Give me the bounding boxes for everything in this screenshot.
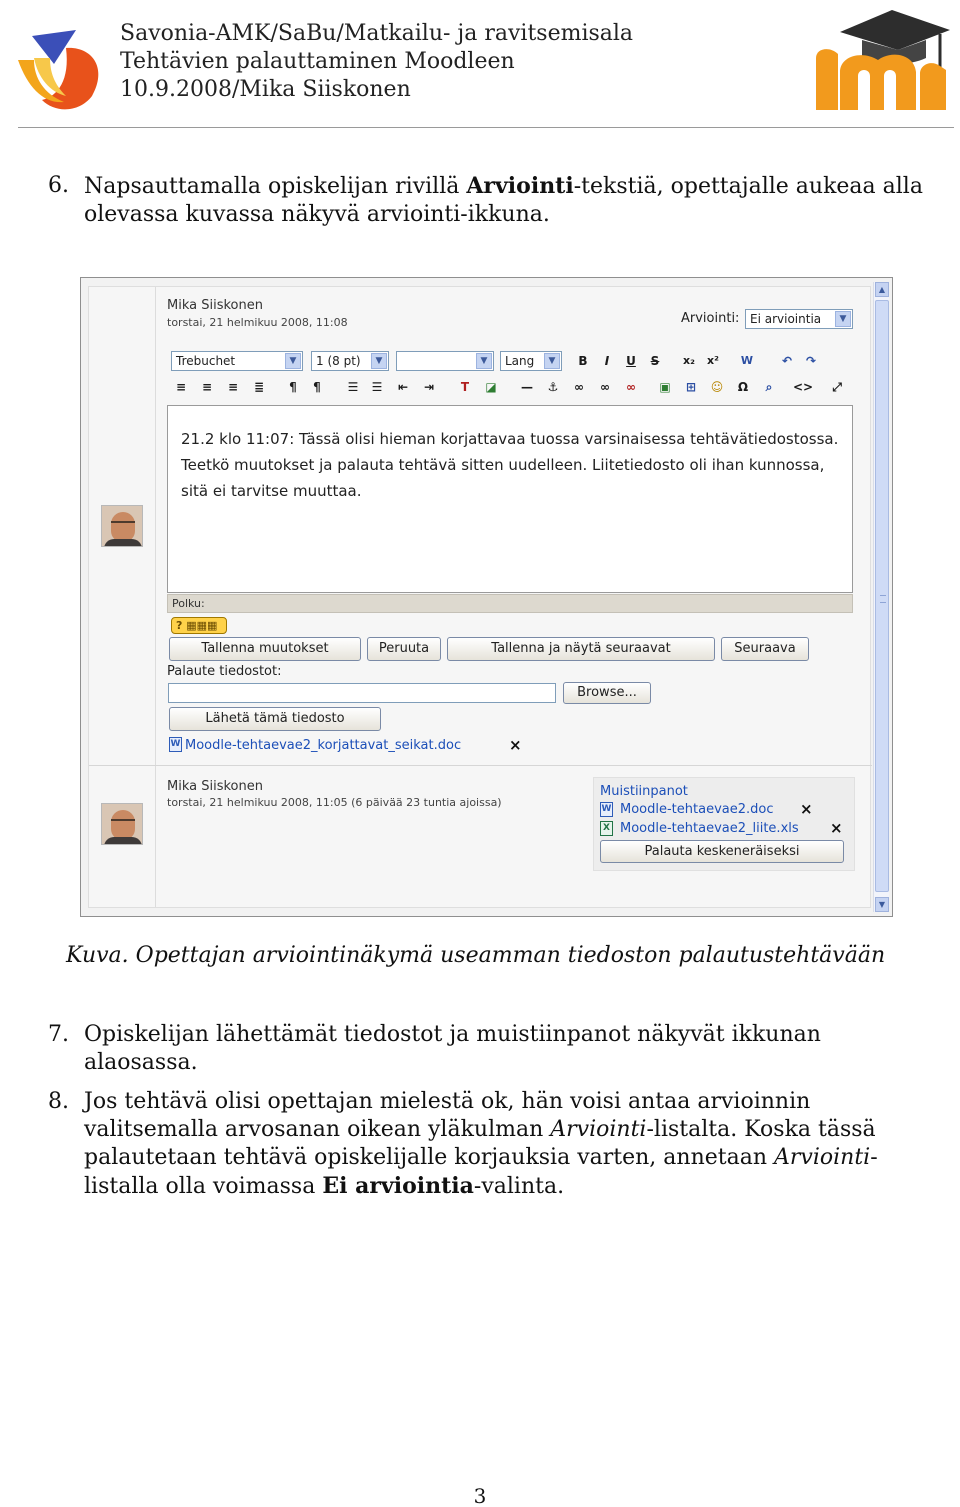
scroll-thumb[interactable] bbox=[875, 300, 889, 892]
step-6 bbox=[48, 172, 954, 229]
savonia-logo bbox=[14, 18, 110, 114]
scroll-up-icon[interactable]: ▲ bbox=[875, 282, 889, 297]
align-right-icon[interactable]: ≡ bbox=[227, 380, 239, 394]
table-icon[interactable]: ⊞ bbox=[685, 380, 697, 394]
subscript-icon[interactable]: x₂ bbox=[683, 354, 695, 367]
step-number: 8. bbox=[48, 1089, 69, 1114]
header-line-title: Tehtävien palauttaminen Moodleen bbox=[120, 49, 515, 74]
student-name: Mika Siiskonen bbox=[167, 779, 263, 794]
grade-select[interactable] bbox=[745, 309, 853, 329]
grading-panel bbox=[88, 286, 871, 908]
grade-select-value: Ei arviointia bbox=[750, 312, 822, 326]
step-8 bbox=[48, 1088, 928, 1201]
smiley-icon[interactable]: ☺ bbox=[710, 380, 724, 394]
unlink-icon[interactable]: ∞ bbox=[600, 380, 610, 394]
header-divider bbox=[18, 127, 954, 128]
step-italic: Arviointi bbox=[774, 1145, 871, 1170]
step-number: 6. bbox=[48, 173, 69, 198]
strikethrough-icon[interactable]: S bbox=[650, 354, 660, 368]
grade-label: Arviointi: bbox=[681, 311, 740, 326]
fullscreen-icon[interactable]: ⤢ bbox=[832, 380, 842, 394]
font-size-value: 1 (8 pt) bbox=[316, 354, 361, 368]
feedback-file-link[interactable]: Moodle-tehtaevae2_korjattavat_seikat.doc bbox=[185, 738, 462, 753]
feedback-editor[interactable] bbox=[167, 405, 853, 593]
chevron-down-icon: ▼ bbox=[476, 353, 492, 369]
link-icon[interactable]: ∞ bbox=[574, 380, 584, 394]
teacher-avatar bbox=[101, 505, 143, 547]
step-text: Napsauttamalla opiskelijan rivillä bbox=[84, 174, 467, 199]
redo-icon[interactable]: ↷ bbox=[805, 354, 817, 368]
moodle-logo bbox=[800, 4, 956, 116]
step-text: -tekstiä, opettajalle aukeaa alla olevassa kuvassa näkyvä arviointi-ikkuna. bbox=[84, 174, 923, 227]
save-changes-button[interactable]: Tallenna muutokset bbox=[169, 637, 361, 661]
language-value: Lang bbox=[505, 354, 535, 368]
unordered-list-icon[interactable]: ☰ bbox=[371, 380, 383, 394]
step-text: -listalta. Koska tässä palautetaan tehtävä opiskelijalle korjauksia varten, annetaan bbox=[84, 1117, 876, 1170]
step-text: Jos tehtävä olisi opettajan mielestä ok, hän voisi antaa arvioinnin valitsemalla arvosanan oikean yläkulman bbox=[84, 1089, 811, 1142]
notes-link[interactable]: Muistiinpanot bbox=[600, 784, 688, 799]
header-line-institution: Savonia-AMK/SaBu/Matkailu- ja ravitsemisala bbox=[120, 21, 634, 46]
header-text bbox=[120, 20, 633, 104]
justify-icon[interactable]: ≣ bbox=[253, 380, 265, 394]
outdent-icon[interactable]: ⇤ bbox=[397, 380, 409, 394]
editor-path-bar bbox=[167, 594, 853, 613]
teacher-date: torstai, 21 helmikuu 2008, 11:08 bbox=[167, 316, 348, 329]
background-color-icon[interactable]: ◪ bbox=[485, 380, 497, 394]
vertical-scrollbar[interactable] bbox=[873, 282, 889, 912]
font-family-value: Trebuchet bbox=[176, 354, 236, 368]
delete-file-icon[interactable]: × bbox=[830, 819, 843, 837]
text-color-icon[interactable]: T bbox=[460, 380, 470, 394]
excel-document-icon: X bbox=[600, 821, 613, 836]
bold-icon[interactable]: B bbox=[578, 354, 588, 368]
chevron-down-icon: ▼ bbox=[835, 311, 851, 327]
step-text: -listalla olla voimassa bbox=[84, 1145, 878, 1199]
chevron-down-icon: ▼ bbox=[285, 353, 301, 369]
step-number: 7. bbox=[48, 1022, 69, 1047]
html-source-icon[interactable]: <> bbox=[793, 380, 814, 394]
align-left-icon[interactable]: ≡ bbox=[175, 380, 187, 394]
cancel-button[interactable]: Peruuta bbox=[367, 637, 441, 661]
figure-caption: Kuva. Opettajan arviointinäkymä useamman tiedoston palautustehtävään bbox=[66, 943, 886, 968]
superscript-icon[interactable]: x² bbox=[707, 354, 719, 367]
delete-file-icon[interactable]: × bbox=[800, 800, 813, 818]
special-char-icon[interactable]: Ω bbox=[737, 380, 749, 394]
image-icon[interactable]: ▣ bbox=[659, 380, 671, 394]
revert-to-draft-button[interactable]: Palauta keskeneräiseksi bbox=[600, 840, 844, 863]
anchor-icon[interactable]: ⚓ bbox=[547, 380, 559, 394]
underline-icon[interactable]: U bbox=[626, 354, 636, 368]
scroll-down-icon[interactable]: ▼ bbox=[875, 897, 889, 912]
ordered-list-icon[interactable]: ☰ bbox=[347, 380, 359, 394]
help-keyboard-icon[interactable]: ? ▦▦▦ bbox=[171, 617, 227, 634]
submitted-file-link[interactable]: Moodle-tehtaevae2_liite.xls bbox=[620, 821, 799, 836]
student-submission-date: torstai, 21 helmikuu 2008, 11:05 (6 päivää 23 tuntia ajoissa) bbox=[167, 796, 502, 809]
browse-button[interactable]: Browse... bbox=[563, 682, 651, 704]
feedback-file-input[interactable] bbox=[168, 683, 556, 703]
rtl-icon[interactable]: ¶ bbox=[313, 380, 321, 394]
feedback-editor-text: 21.2 klo 11:07: Tässä olisi hieman korjattavaa tuossa varsinaisessa tehtävätiedostossa. Teetkö muutokset ja palauta tehtävä sitten uudelleen. Liitetiedosto oli ihan kunnossa, sitä ei tarvitse muuttaa. bbox=[181, 430, 839, 500]
step-emphasis: Ei arviointia bbox=[322, 1173, 474, 1199]
format-toolbar bbox=[89, 351, 872, 375]
student-avatar bbox=[101, 803, 143, 845]
step-emphasis: Arviointi bbox=[466, 173, 574, 199]
page-number: 3 bbox=[473, 1484, 487, 1507]
nolink-icon[interactable]: ∞ bbox=[626, 380, 636, 394]
chevron-down-icon: ▼ bbox=[544, 353, 560, 369]
submitted-file-link[interactable]: Moodle-tehtaevae2.doc bbox=[620, 802, 774, 817]
row-divider bbox=[89, 765, 872, 766]
clean-word-icon[interactable]: W bbox=[740, 354, 754, 367]
align-center-icon[interactable]: ≡ bbox=[201, 380, 213, 394]
horizontal-rule-icon[interactable]: — bbox=[521, 380, 533, 394]
indent-icon[interactable]: ⇥ bbox=[423, 380, 435, 394]
student-notes-box bbox=[593, 777, 855, 871]
step-text: -valinta. bbox=[473, 1174, 565, 1199]
word-document-icon: W bbox=[169, 737, 182, 752]
save-and-show-next-button[interactable]: Tallenna ja näytä seuraavat bbox=[447, 637, 715, 661]
step-7 bbox=[48, 1021, 928, 1077]
word-document-icon: W bbox=[600, 802, 613, 817]
document-header bbox=[0, 0, 960, 132]
feedback-files-label: Palaute tiedostot: bbox=[167, 664, 282, 679]
search-replace-icon[interactable]: ⌕ bbox=[765, 380, 773, 394]
step-italic: Arviointi bbox=[550, 1117, 647, 1142]
chevron-down-icon: ▼ bbox=[371, 353, 387, 369]
step-text: Opiskelijan lähettämät tiedostot ja muistiinpanot näkyvät ikkunan alaosassa. bbox=[84, 1022, 821, 1075]
ltr-icon[interactable]: ¶ bbox=[289, 380, 297, 394]
path-label: Polku: bbox=[172, 597, 205, 610]
undo-icon[interactable]: ↶ bbox=[781, 354, 793, 368]
send-file-button[interactable]: Lähetä tämä tiedosto bbox=[169, 707, 381, 731]
paragraph-toolbar bbox=[89, 377, 872, 401]
italic-icon[interactable]: I bbox=[604, 354, 610, 368]
grading-window-screenshot bbox=[80, 277, 893, 917]
header-line-date-author: 10.9.2008/Mika Siiskonen bbox=[120, 77, 411, 102]
teacher-name: Mika Siiskonen bbox=[167, 298, 263, 313]
delete-file-icon[interactable]: × bbox=[509, 736, 522, 754]
next-button[interactable]: Seuraava bbox=[721, 637, 809, 661]
